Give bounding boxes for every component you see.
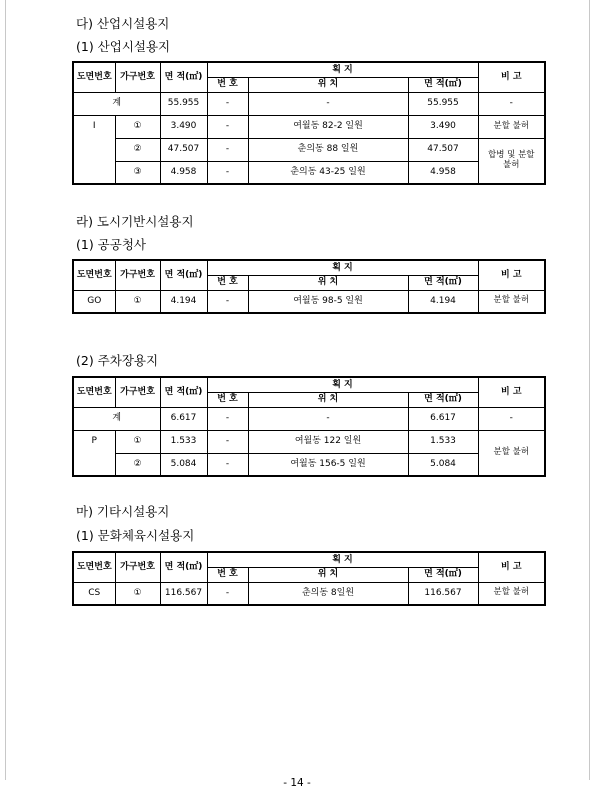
drawing-number: I (73, 115, 115, 184)
header-block-number: 가구번호 (115, 377, 160, 407)
table-row (73, 161, 545, 184)
block-number: ① (115, 290, 160, 313)
block-number: ① (115, 115, 160, 138)
header-location: 위 치 (248, 275, 408, 290)
block-number: ② (115, 138, 160, 161)
lot-number: - (207, 582, 248, 605)
header-lot: 획 지 (207, 260, 478, 275)
total-area: 6.617 (160, 407, 207, 430)
block-number: ③ (115, 161, 160, 184)
page-right-border (589, 0, 590, 780)
table-row-total (73, 92, 545, 115)
location: 여월동 82-2 일원 (248, 115, 408, 138)
header-lot: 획 지 (207, 552, 478, 567)
block-number: ① (115, 430, 160, 453)
block-number: ② (115, 453, 160, 476)
table-row (73, 290, 545, 313)
total-lot-area: 55.955 (408, 92, 478, 115)
header-remarks: 비 고 (478, 377, 545, 407)
header-lot-number: 번 호 (207, 77, 248, 92)
block-number: ① (115, 582, 160, 605)
drawing-number: CS (73, 582, 115, 605)
lot-area: 3.490 (408, 115, 478, 138)
section-title-industrial: 다) 산업시설용지 (76, 16, 170, 31)
lot-number: - (207, 161, 248, 184)
total-lot-number: - (207, 407, 248, 430)
header-lot-area: 면 적(㎡) (408, 567, 478, 582)
lot-area: 5.084 (408, 453, 478, 476)
area: 4.194 (160, 290, 207, 313)
page-number: - 14 - (283, 777, 311, 789)
area: 4.958 (160, 161, 207, 184)
lot-area: 4.194 (408, 290, 478, 313)
subsection-title-culture-sports: (1) 문화체육시설용지 (76, 528, 195, 543)
area: 116.567 (160, 582, 207, 605)
header-block-number: 가구번호 (115, 62, 160, 92)
total-location: - (248, 92, 408, 115)
lot-number: - (207, 138, 248, 161)
header-location: 위 치 (248, 77, 408, 92)
location: 춘의동 88 일원 (248, 138, 408, 161)
location: 여월동 156-5 일원 (248, 453, 408, 476)
public-office-table (72, 259, 546, 314)
lot-area: 4.958 (408, 161, 478, 184)
table-row (73, 453, 545, 476)
location: 여월동 122 일원 (248, 430, 408, 453)
header-drawing-number: 도면번호 (73, 62, 115, 92)
section-title-other-facilities: 마) 기타시설용지 (76, 504, 170, 519)
header-drawing-number: 도면번호 (73, 260, 115, 290)
header-remarks: 비 고 (478, 260, 545, 290)
total-lot-number: - (207, 92, 248, 115)
total-area: 55.955 (160, 92, 207, 115)
location: 여월동 98-5 일원 (248, 290, 408, 313)
remarks: 분할 불허 (478, 115, 545, 138)
header-location: 위 치 (248, 392, 408, 407)
header-area: 면 적(㎡) (160, 62, 207, 92)
header-drawing-number: 도면번호 (73, 377, 115, 407)
header-drawing-number: 도면번호 (73, 552, 115, 582)
remarks: 분할 불허 (478, 290, 545, 313)
location: 춘의동 43-25 일원 (248, 161, 408, 184)
table-row-total (73, 407, 545, 430)
page-left-border (5, 0, 6, 780)
industrial-land-table (72, 61, 546, 185)
location: 춘의동 8일원 (248, 582, 408, 605)
table-row (73, 115, 545, 138)
lot-area: 116.567 (408, 582, 478, 605)
lot-number: - (207, 115, 248, 138)
subsection-title-public-office: (1) 공공청사 (76, 237, 146, 252)
lot-number: - (207, 430, 248, 453)
culture-sports-table (72, 551, 546, 606)
total-lot-area: 6.617 (408, 407, 478, 430)
header-lot-area: 면 적(㎡) (408, 77, 478, 92)
table-row (73, 430, 545, 453)
subsection-title-parking: (2) 주차장용지 (76, 353, 159, 368)
header-remarks: 비 고 (478, 552, 545, 582)
header-block-number: 가구번호 (115, 260, 160, 290)
drawing-number: P (73, 430, 115, 476)
header-area: 면 적(㎡) (160, 377, 207, 407)
total-label: 계 (73, 407, 160, 430)
remarks: 분할 불허 (478, 430, 545, 476)
area: 1.533 (160, 430, 207, 453)
header-lot: 획 지 (207, 62, 478, 77)
header-area: 면 적(㎡) (160, 552, 207, 582)
header-lot-number: 번 호 (207, 392, 248, 407)
header-area: 면 적(㎡) (160, 260, 207, 290)
table-row (73, 582, 545, 605)
header-lot-number: 번 호 (207, 275, 248, 290)
remarks: 분할 불허 (478, 582, 545, 605)
lot-number: - (207, 453, 248, 476)
area: 3.490 (160, 115, 207, 138)
total-remarks: - (478, 92, 545, 115)
lot-area: 1.533 (408, 430, 478, 453)
section-title-infrastructure: 라) 도시기반시설용지 (76, 214, 194, 229)
table-row (73, 138, 545, 161)
header-block-number: 가구번호 (115, 552, 160, 582)
area: 47.507 (160, 138, 207, 161)
header-lot-area: 면 적(㎡) (408, 275, 478, 290)
header-location: 위 치 (248, 567, 408, 582)
total-location: - (248, 407, 408, 430)
header-lot-area: 면 적(㎡) (408, 392, 478, 407)
total-label: 계 (73, 92, 160, 115)
header-lot-number: 번 호 (207, 567, 248, 582)
remarks: 합병 및 분할 불허 (478, 138, 545, 184)
lot-number: - (207, 290, 248, 313)
header-lot: 획 지 (207, 377, 478, 392)
header-remarks: 비 고 (478, 62, 545, 92)
drawing-number: GO (73, 290, 115, 313)
parking-lot-table (72, 376, 546, 477)
lot-area: 47.507 (408, 138, 478, 161)
area: 5.084 (160, 453, 207, 476)
total-remarks: - (478, 407, 545, 430)
subsection-title-industrial-land: (1) 산업시설용지 (76, 39, 171, 54)
